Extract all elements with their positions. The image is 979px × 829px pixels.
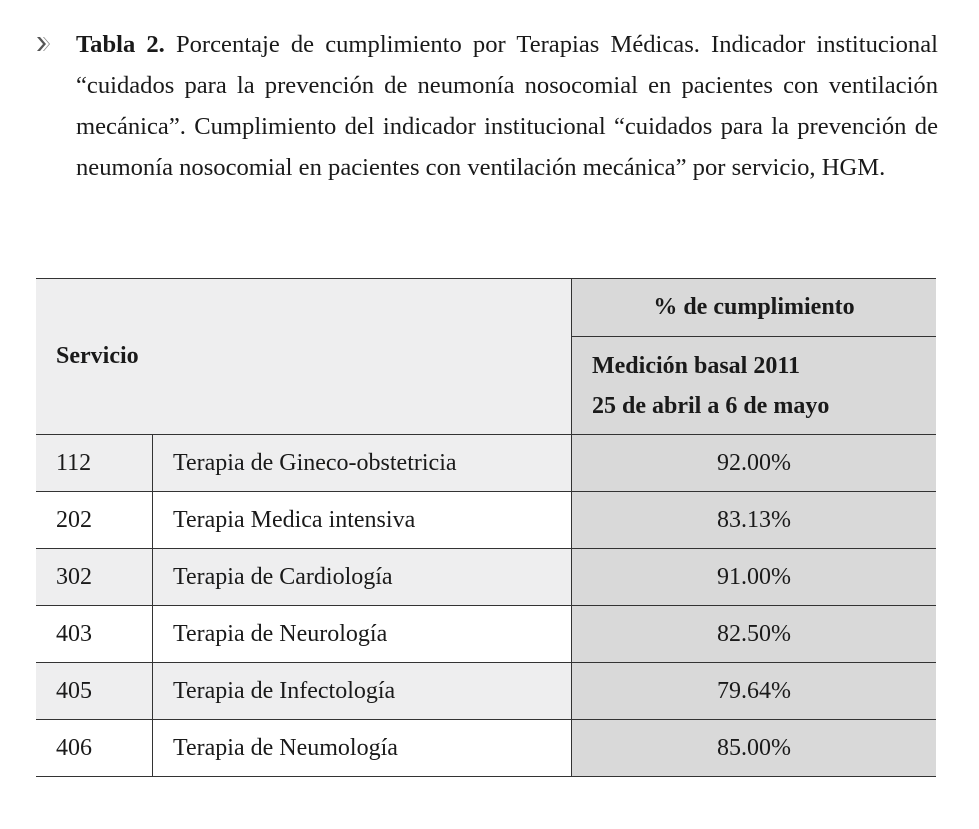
compliance-value: 83.13% — [572, 492, 937, 549]
service-name: Terapia de Neumología — [153, 720, 572, 777]
service-code: 403 — [36, 606, 153, 663]
compliance-value: 82.50% — [572, 606, 937, 663]
table-row — [36, 720, 936, 777]
compliance-table — [36, 278, 936, 777]
table-row — [36, 549, 936, 606]
compliance-value: 79.64% — [572, 663, 937, 720]
table-caption — [76, 24, 938, 188]
compliance-value: 92.00% — [572, 435, 937, 492]
service-name: Terapia de Neurología — [153, 606, 572, 663]
service-code: 112 — [36, 435, 153, 492]
table-row — [36, 435, 936, 492]
service-code: 202 — [36, 492, 153, 549]
header-servicio: Servicio — [36, 279, 572, 435]
caption-text: Porcentaje de cumplimiento por Terapias Médicas. Indicador institucional “cuidados para la prevención de neumonía nosocomial en pacientes con ventilación mecánica”. Cumplimiento del indicador institucional “cuidados para la prevención de neumonía nosocomial en pacientes con ventilación mecánica” por servicio, HGM. — [76, 31, 938, 181]
service-code: 406 — [36, 720, 153, 777]
table-row — [36, 492, 936, 549]
compliance-value: 91.00% — [572, 549, 937, 606]
service-name: Terapia de Gineco-obstetricia — [153, 435, 572, 492]
table-row — [36, 606, 936, 663]
service-code: 405 — [36, 663, 153, 720]
table-row — [36, 663, 936, 720]
header-medicion-basal — [572, 337, 937, 435]
caption-label: Tabla 2. — [76, 31, 165, 58]
service-name: Terapia de Cardiología — [153, 549, 572, 606]
compliance-value: 85.00% — [572, 720, 937, 777]
service-name: Terapia de Infectología — [153, 663, 572, 720]
header-medicion-line1: Medición basal 2011 — [592, 352, 801, 379]
service-code: 302 — [36, 549, 153, 606]
bullet-marker-icon — [34, 35, 52, 53]
header-medicion-line2: 25 de abril a 6 de mayo — [592, 392, 830, 419]
service-name: Terapia Medica intensiva — [153, 492, 572, 549]
header-percent-compliance: % de cumplimiento — [572, 279, 937, 337]
